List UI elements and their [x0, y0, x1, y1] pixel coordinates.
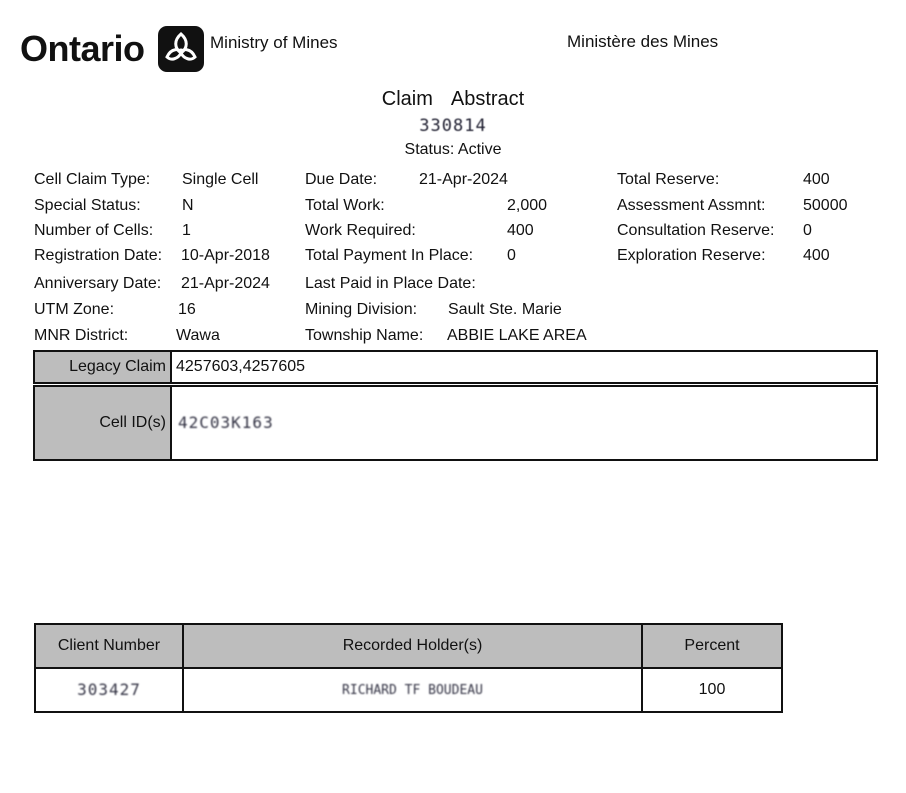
value-total-reserve: 400	[803, 171, 830, 188]
label-exploration-reserve: Exploration Reserve:	[617, 247, 766, 264]
label-registration-date: Registration Date:	[34, 247, 163, 264]
value-number-of-cells: 1	[182, 222, 191, 239]
value-exploration-reserve: 400	[803, 247, 830, 264]
cell-ids-table	[33, 385, 878, 461]
client-number: 303427	[77, 680, 141, 699]
cell-ids-value: 42C03K163	[178, 413, 274, 432]
value-assessment-assmnt: 50000	[803, 197, 848, 214]
label-mining-division: Mining Division:	[305, 301, 418, 318]
claim-status: Status: Active	[404, 141, 502, 158]
ontario-wordmark: Ontario	[20, 28, 145, 69]
label-work-required: Work Required:	[305, 222, 416, 239]
table-row	[35, 668, 782, 712]
holder-percent: 100	[642, 668, 782, 712]
value-special-status: N	[182, 197, 194, 214]
legacy-claim-label: Legacy Claim	[34, 351, 171, 383]
recorded-holders-table	[34, 623, 783, 713]
label-cell-claim-type: Cell Claim Type:	[34, 171, 151, 188]
value-total-payment-in-place: 0	[507, 247, 516, 264]
label-township-name: Township Name:	[305, 327, 424, 344]
value-cell-claim-type: Single Cell	[182, 171, 259, 188]
value-registration-date: 10-Apr-2018	[181, 247, 270, 264]
label-total-reserve: Total Reserve:	[617, 171, 720, 188]
label-total-payment-in-place: Total Payment In Place:	[305, 247, 474, 264]
header-percent: Percent	[642, 624, 782, 668]
claim-number: 330814	[419, 116, 487, 136]
label-mnr-district: MNR District:	[34, 327, 129, 344]
label-consultation-reserve: Consultation Reserve:	[617, 222, 775, 239]
label-special-status: Special Status:	[34, 197, 141, 214]
document-title: Claim Abstract	[381, 88, 525, 110]
header-recorded-holders: Recorded Holder(s)	[183, 624, 642, 668]
legacy-claim-table	[33, 350, 878, 384]
header-client-number: Client Number	[35, 624, 183, 668]
value-mnr-district: Wawa	[176, 327, 220, 344]
label-last-paid-in-place-date: Last Paid in Place Date:	[305, 275, 476, 292]
holders-header-row	[35, 624, 782, 668]
label-anniversary-date: Anniversary Date:	[34, 275, 162, 292]
value-mining-division: Sault Ste. Marie	[448, 301, 562, 318]
label-number-of-cells: Number of Cells:	[34, 222, 154, 239]
value-due-date: 21-Apr-2024	[419, 171, 508, 188]
label-utm-zone: UTM Zone:	[34, 301, 115, 318]
value-utm-zone: 16	[178, 301, 196, 318]
cell-ids-label: Cell ID(s)	[34, 386, 171, 460]
value-work-required: 400	[507, 222, 534, 239]
value-total-work: 2,000	[507, 197, 548, 214]
label-total-work: Total Work:	[305, 197, 385, 214]
value-consultation-reserve: 0	[803, 222, 812, 239]
ministry-name-en: Ministry of Mines	[210, 33, 338, 52]
value-anniversary-date: 21-Apr-2024	[181, 275, 270, 292]
label-due-date: Due Date:	[305, 171, 378, 188]
trillium-logo-icon	[158, 26, 204, 72]
legacy-claim-value: 4257603,4257605	[171, 351, 877, 383]
recorded-holder-name: RICHARD TF BOUDEAU	[342, 683, 483, 698]
label-assessment-assmnt: Assessment Assmnt:	[617, 197, 766, 214]
ministry-name-fr: Ministère des Mines	[567, 32, 719, 51]
value-township-name: ABBIE LAKE AREA	[447, 327, 587, 344]
